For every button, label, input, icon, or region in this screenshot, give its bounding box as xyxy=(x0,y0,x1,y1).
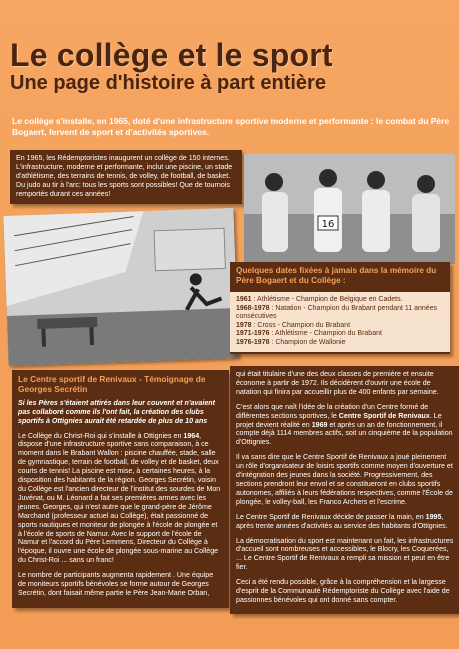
athletes-photo-drawing xyxy=(244,154,455,264)
continued-paragraph-1: qui était titulaire d'une des deux classes de première et ensuite économe à partir de 1972. Ils décidèrent d'ouvrir une école de natation qui finira par accueillir plus de 400 enfants par semaine. xyxy=(236,370,439,396)
continued-paragraph-2: C'est alors que naît l'idée de la création d'un Centre formé de différentes sections sportives, le Centre Sportif de Renivaux. Le projet devient réalité en 1969 et après un an de fonctionnement, il compte déjà 1114 membres actifs, soit un cinquième de la population d'Ottignies. xyxy=(236,402,453,447)
key-dates-heading: Quelques dates fixées à jamais dans la mémoire du Père Bogaert et du Collège : xyxy=(236,266,437,285)
intro-box xyxy=(10,150,242,204)
continued-paragraph-5: La démocratisation du sport est maintenant un fait, les infrastructures d'accueil sont nombreuses et accessibles, le Blocry, les Coquerées, ... Le Centre Sportif de Renivaux a rempli sa mission et peut en être fier. xyxy=(236,536,454,572)
intro-box-text: En 1965, les Rédemptoristes inaugurent un collège de 150 internes. L'infrastructure, moderne et performante, inclut une piscine, un stade d'athlétisme, des terrains de tennis, de volley, de football, de basket. Du judo au tir à l'arc: tous les sports sont possibles! Que de tournois remportés durant ces années! xyxy=(16,154,233,198)
testimony-continued-box xyxy=(230,366,459,614)
testimony-paragraph-2: Le nombre de participants augmenta rapidement . Une équipe de moniteurs sportifs bénévoles se forme autour de Georges Secrétin, dont faisait même partie le Père Jean-Marie Orban, xyxy=(18,571,214,597)
testimony-paragraph-1: Le Collège du Christ-Roi qui s'installe à Ottignies en 1964, dispose d'une infrastructure sportive sans comparaison, à ce moment dans le Brabant Wallon : piscine chauffée, stade, salle de gymnastique, terrain de football, de volley et de basket, deux courts de tennis! La piscine est mise, à certaines heures, à la disposition des habitants de la région. Georges Secrétin, voisin du Collège est l'ancien directeur de l'institut des sourdes de Mon Juvénat, ou M. Léonard a fait ses premières armes avec les jeunes. Georges, qui n'est autre que le grand-père de Jérôme Marchand (professeur actuel au Collège), était passionné de sports nautiques et moniteur de plongée à l'école de plongée et à l'école de sports de Namur. Avec le support de l'école de Namur et l'accord du Père Lemmens, Directeur du Collège à l'époque, il ouvre une école de plongée sous-marine au Collège du Christ-Roi ... sans un franc! xyxy=(18,431,221,565)
testimony-box xyxy=(12,370,229,608)
page-subtitle: Une page d'histoire à part entière xyxy=(10,72,326,94)
testimony-heading: Le Centre sportif de Renivaux - Témoignage de Georges Secrétin xyxy=(18,374,206,395)
intro-text: Le collège s'installe, en 1965, doté d'une infrastructure sportive moderne et performante : le combat du Père Bogaert, fervent de sport et d'activités sportives. xyxy=(12,116,450,137)
list-item: 1976-1978 : Champion de Wallonie xyxy=(236,338,346,346)
gymnasium-photo xyxy=(3,208,238,366)
continued-paragraph-3: Il va sans dire que le Centre Sportif de Renivaux a joué pleinement un rôle d'organisateur de loisirs sportifs comme moyen d'ouverture et d'intégration des jeunes dans la société. Progressivement, des sections prendront leur envol et se constitueront en clubs sportifs autonomes, affiliés à leurs fédérations respectives, comme l'École de plongée, le volley-ball, les Franco Archers et l'escrime. xyxy=(236,453,453,506)
continued-paragraph-4: Le Centre Sportif de Renivaux décide de passer la main, en 1995, après trente années d'activités au service des habitants d'Ottignies. xyxy=(236,512,448,530)
testimony-lead: Si les Pères s'étaient attirés dans leur couvent et n'avaient pas collaboré comme ils l'ont fait, la création des clubs sportifs à Ottignies aurait été retardée de plus de 10 ans xyxy=(18,398,215,425)
svg-text:16: 16 xyxy=(321,219,335,230)
list-item: 1968-1978 : Natation - Champion du Brabant pendant 11 années consécutives xyxy=(236,304,438,321)
gymnasium-photo-drawing xyxy=(3,208,238,366)
list-item: 1978 : Cross - Champion du Brabant xyxy=(236,321,351,329)
continued-paragraph-6: Ceci a été rendu possible, grâce à la compréhension et la largesse d'esprit de la Communauté Rédemptoriste du Collège avec l'aide de passionnes bénévoles qui ont donné sans compter. xyxy=(236,578,450,604)
list-item: 1971-1976 : Athlétisme - Champion du Brabant xyxy=(236,330,382,338)
key-dates-box xyxy=(230,262,450,354)
page-title: Le collège et le sport xyxy=(10,37,333,73)
key-dates-list xyxy=(230,292,450,352)
athletes-photo xyxy=(244,154,455,264)
list-item: 1961 : Athlétisme - Champion de Belgique en Cadets. xyxy=(236,296,403,303)
